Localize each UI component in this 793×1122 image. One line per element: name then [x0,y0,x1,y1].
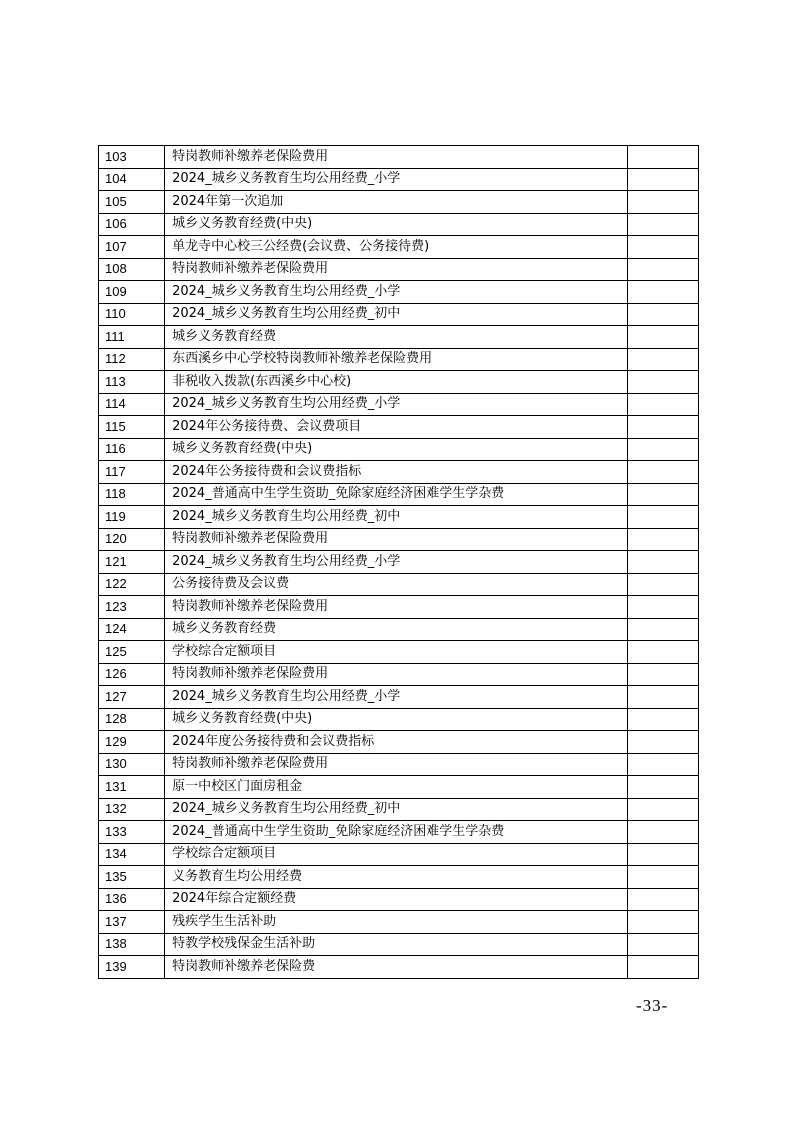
project-name-cell: 2024_城乡义务教育生均公用经费_小学 [165,168,628,191]
table-row [99,506,699,529]
project-name-cell: 2024年公务接待费和会议费指标 [165,461,628,484]
project-name-cell: 2024_城乡义务教育生均公用经费_初中 [165,506,628,529]
empty-cell [627,483,698,506]
row-number-cell: 122 [99,573,165,596]
empty-cell [627,821,698,844]
row-number-cell: 105 [99,191,165,214]
project-name-cell: 2024_城乡义务教育生均公用经费_小学 [165,686,628,709]
table-row [99,438,699,461]
table-row [99,798,699,821]
empty-cell [627,708,698,731]
table-row [99,281,699,304]
empty-cell [627,888,698,911]
table-row [99,348,699,371]
empty-cell [627,866,698,889]
table-row [99,393,699,416]
row-number-cell: 137 [99,911,165,934]
project-name-cell: 非税收入拨款(东西溪乡中心校) [165,371,628,394]
row-number-cell: 109 [99,281,165,304]
project-name-cell: 公务接待费及会议费 [165,573,628,596]
project-name-cell: 城乡义务教育经费(中央) [165,213,628,236]
table-row [99,528,699,551]
empty-cell [627,528,698,551]
empty-cell [627,911,698,934]
row-number-cell: 128 [99,708,165,731]
row-number-cell: 139 [99,956,165,979]
empty-cell [627,596,698,619]
row-number-cell: 106 [99,213,165,236]
table-row [99,956,699,979]
table-row [99,416,699,439]
project-name-cell: 原一中校区门面房租金 [165,776,628,799]
empty-cell [627,326,698,349]
empty-cell [627,393,698,416]
empty-cell [627,663,698,686]
table-row [99,933,699,956]
project-name-cell: 单龙寺中心校三公经费(会议费、公务接待费) [165,236,628,259]
table-row [99,168,699,191]
empty-cell [627,168,698,191]
row-number-cell: 119 [99,506,165,529]
project-name-cell: 特岗教师补缴养老保险费用 [165,753,628,776]
row-number-cell: 114 [99,393,165,416]
row-number-cell: 134 [99,843,165,866]
empty-cell [627,753,698,776]
row-number-cell: 111 [99,326,165,349]
project-name-cell: 特教学校残保金生活补助 [165,933,628,956]
row-number-cell: 120 [99,528,165,551]
row-number-cell: 124 [99,618,165,641]
project-table-body [99,146,699,979]
row-number-cell: 129 [99,731,165,754]
row-number-cell: 138 [99,933,165,956]
table-row [99,731,699,754]
page-number: -33- [636,996,669,1015]
table-row [99,686,699,709]
empty-cell [627,551,698,574]
table-row [99,776,699,799]
project-name-cell: 2024年公务接待费、会议费项目 [165,416,628,439]
row-number-cell: 130 [99,753,165,776]
project-name-cell: 特岗教师补缴养老保险费用 [165,596,628,619]
row-number-cell: 133 [99,821,165,844]
empty-cell [627,641,698,664]
project-name-cell: 特岗教师补缴养老保险费用 [165,258,628,281]
row-number-cell: 103 [99,146,165,169]
table-row [99,371,699,394]
project-name-cell: 城乡义务教育经费(中央) [165,438,628,461]
project-name-cell: 城乡义务教育经费 [165,326,628,349]
table-row [99,753,699,776]
row-number-cell: 112 [99,348,165,371]
table-row [99,191,699,214]
table-row [99,551,699,574]
row-number-cell: 131 [99,776,165,799]
empty-cell [627,618,698,641]
empty-cell [627,933,698,956]
empty-cell [627,348,698,371]
table-row [99,866,699,889]
row-number-cell: 132 [99,798,165,821]
table-row [99,911,699,934]
project-name-cell: 2024_普通高中生学生资助_免除家庭经济困难学生学杂费 [165,483,628,506]
project-name-cell: 残疾学生生活补助 [165,911,628,934]
project-name-cell: 城乡义务教育经费(中央) [165,708,628,731]
empty-cell [627,843,698,866]
table-row [99,708,699,731]
table-row [99,303,699,326]
row-number-cell: 116 [99,438,165,461]
empty-cell [627,506,698,529]
empty-cell [627,461,698,484]
row-number-cell: 123 [99,596,165,619]
project-name-cell: 2024年第一次追加 [165,191,628,214]
empty-cell [627,573,698,596]
table-row [99,573,699,596]
empty-cell [627,776,698,799]
project-name-cell: 特岗教师补缴养老保险费用 [165,663,628,686]
project-name-cell: 2024_城乡义务教育生均公用经费_初中 [165,303,628,326]
project-name-cell: 2024_城乡义务教育生均公用经费_初中 [165,798,628,821]
empty-cell [627,236,698,259]
row-number-cell: 117 [99,461,165,484]
row-number-cell: 127 [99,686,165,709]
project-name-cell: 东西溪乡中心学校特岗教师补缴养老保险费用 [165,348,628,371]
project-name-cell: 学校综合定额项目 [165,843,628,866]
empty-cell [627,146,698,169]
empty-cell [627,281,698,304]
table-row [99,641,699,664]
row-number-cell: 108 [99,258,165,281]
project-table [98,145,699,979]
project-name-cell: 2024年综合定额经费 [165,888,628,911]
table-row [99,213,699,236]
row-number-cell: 136 [99,888,165,911]
empty-cell [627,258,698,281]
empty-cell [627,731,698,754]
row-number-cell: 126 [99,663,165,686]
project-name-cell: 特岗教师补缴养老保险费用 [165,146,628,169]
table-row [99,146,699,169]
row-number-cell: 118 [99,483,165,506]
table-row [99,821,699,844]
table-row [99,326,699,349]
empty-cell [627,686,698,709]
empty-cell [627,213,698,236]
row-number-cell: 135 [99,866,165,889]
project-name-cell: 2024_普通高中生学生资助_免除家庭经济困难学生学杂费 [165,821,628,844]
project-name-cell: 特岗教师补缴养老保险费 [165,956,628,979]
project-name-cell: 2024_城乡义务教育生均公用经费_小学 [165,393,628,416]
empty-cell [627,798,698,821]
project-name-cell: 学校综合定额项目 [165,641,628,664]
project-name-cell: 城乡义务教育经费 [165,618,628,641]
table-row [99,461,699,484]
table-row [99,618,699,641]
table-row [99,843,699,866]
project-name-cell: 义务教育生均公用经费 [165,866,628,889]
project-name-cell: 2024_城乡义务教育生均公用经费_小学 [165,551,628,574]
empty-cell [627,416,698,439]
row-number-cell: 115 [99,416,165,439]
empty-cell [627,956,698,979]
empty-cell [627,371,698,394]
project-name-cell: 2024年度公务接待费和会议费指标 [165,731,628,754]
row-number-cell: 104 [99,168,165,191]
table-row [99,663,699,686]
table-row [99,483,699,506]
empty-cell [627,438,698,461]
table-row [99,258,699,281]
row-number-cell: 110 [99,303,165,326]
row-number-cell: 107 [99,236,165,259]
row-number-cell: 121 [99,551,165,574]
row-number-cell: 125 [99,641,165,664]
empty-cell [627,303,698,326]
row-number-cell: 113 [99,371,165,394]
empty-cell [627,191,698,214]
table-row [99,888,699,911]
table-row [99,596,699,619]
project-name-cell: 2024_城乡义务教育生均公用经费_小学 [165,281,628,304]
project-name-cell: 特岗教师补缴养老保险费用 [165,528,628,551]
table-row [99,236,699,259]
